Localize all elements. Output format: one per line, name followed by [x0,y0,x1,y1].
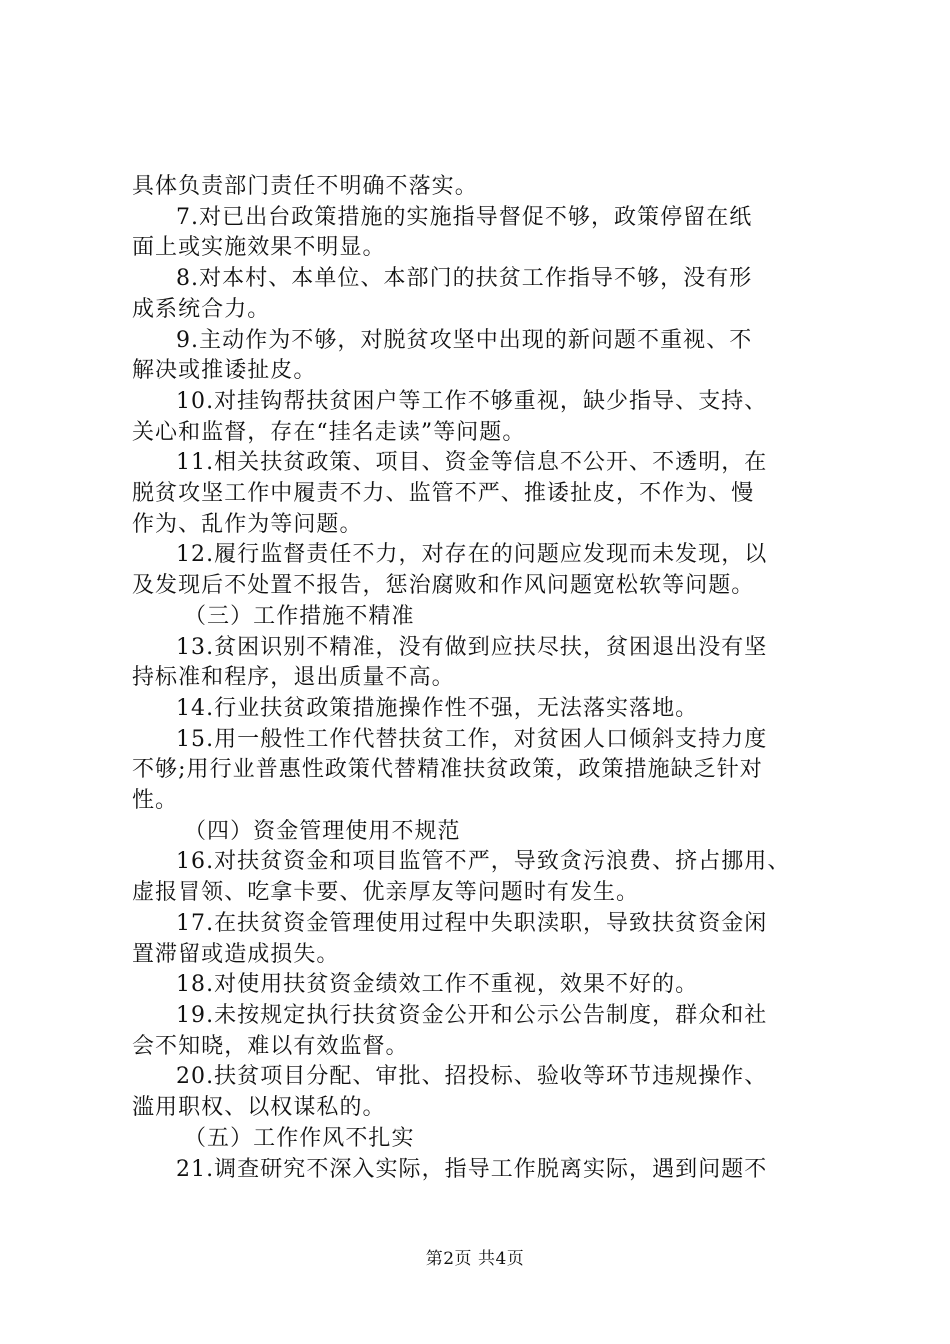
text-line: 脱贫攻坚工作中履责不力、监管不严、推诿扯皮，不作为、慢 [132,481,755,507]
text-line: 面上或实施效果不明显。 [132,235,386,261]
text-line: 作为、乱作为等问题。 [132,511,363,537]
text-line: 9.主动作为不够，对脱贫攻坚中出现的新问题不重视、不 [176,327,753,353]
text-line: 解决或推诿扯皮。 [132,358,317,384]
text-line: 滥用职权、以权谋私的。 [132,1095,386,1121]
section-heading: （三）工作措施不精准 [184,603,415,629]
text-line: 20.扶贫项目分配、审批、招投标、验收等环节违规操作、 [176,1064,768,1090]
text-line: 成系统合力。 [132,296,271,322]
text-line: 关心和监督，存在“挂名走读”等问题。 [132,419,526,445]
text-line: 具体负责部门责任不明确不落实。 [132,174,478,199]
text-line: 13.贫困识别不精准，没有做到应扶尽扶，贫困退出没有坚 [176,634,768,660]
text-line: 不够;用行业普惠性政策代替精准扶贫政策，政策措施缺乏针对 [132,757,763,783]
document-body [132,172,832,1185]
text-line: 及发现后不处置不报告，惩治腐败和作风问题宽松软等问题。 [132,573,755,599]
text-line: 19.未按规定执行扶贫资金公开和公示公告制度，群众和社 [176,1002,768,1028]
text-line: 虚报冒领、吃拿卡要、优亲厚友等问题时有发生。 [132,880,640,906]
text-line: 21.调查研究不深入实际，指导工作脱离实际，遇到问题不 [176,1156,768,1182]
text-line: 16.对扶贫资金和项目监管不严，导致贪污浪费、挤占挪用、 [176,849,791,875]
text-line: 11.相关扶贫政策、项目、资金等信息不公开、不透明，在 [176,450,768,476]
text-line: 12.履行监督责任不力，对存在的问题应发现而未发现，以 [176,542,768,568]
text-line: 18.对使用扶贫资金绩效工作不重视，效果不好的。 [176,972,699,998]
section-heading: （四）资金管理使用不规范 [184,818,461,844]
text-line: 15.用一般性工作代替扶贫工作，对贫困人口倾斜支持力度 [176,726,768,752]
page-footer: 第2页 共4页 [425,1249,525,1269]
text-line: 会不知晓，难以有效监督。 [132,1033,409,1059]
text-line: 8.对本村、本单位、本部门的扶贫工作指导不够，没有形 [176,266,753,292]
text-line: 置滞留或造成损失。 [132,941,340,967]
text-line: 14.行业扶贫政策措施操作性不强，无法落实落地。 [176,695,699,721]
text-line: 持标准和程序，退出质量不高。 [132,665,455,691]
text-line: 17.在扶贫资金管理使用过程中失职渎职，导致扶贫资金闲 [176,910,768,936]
text-line: 7.对已出台政策措施的实施指导督促不够，政策停留在纸 [176,204,753,230]
section-heading: （五）工作作风不扎实 [184,1125,415,1151]
text-line: 性。 [132,788,179,814]
text-line: 10.对挂钩帮扶贫困户等工作不够重视，缺少指导、支持、 [176,388,768,414]
